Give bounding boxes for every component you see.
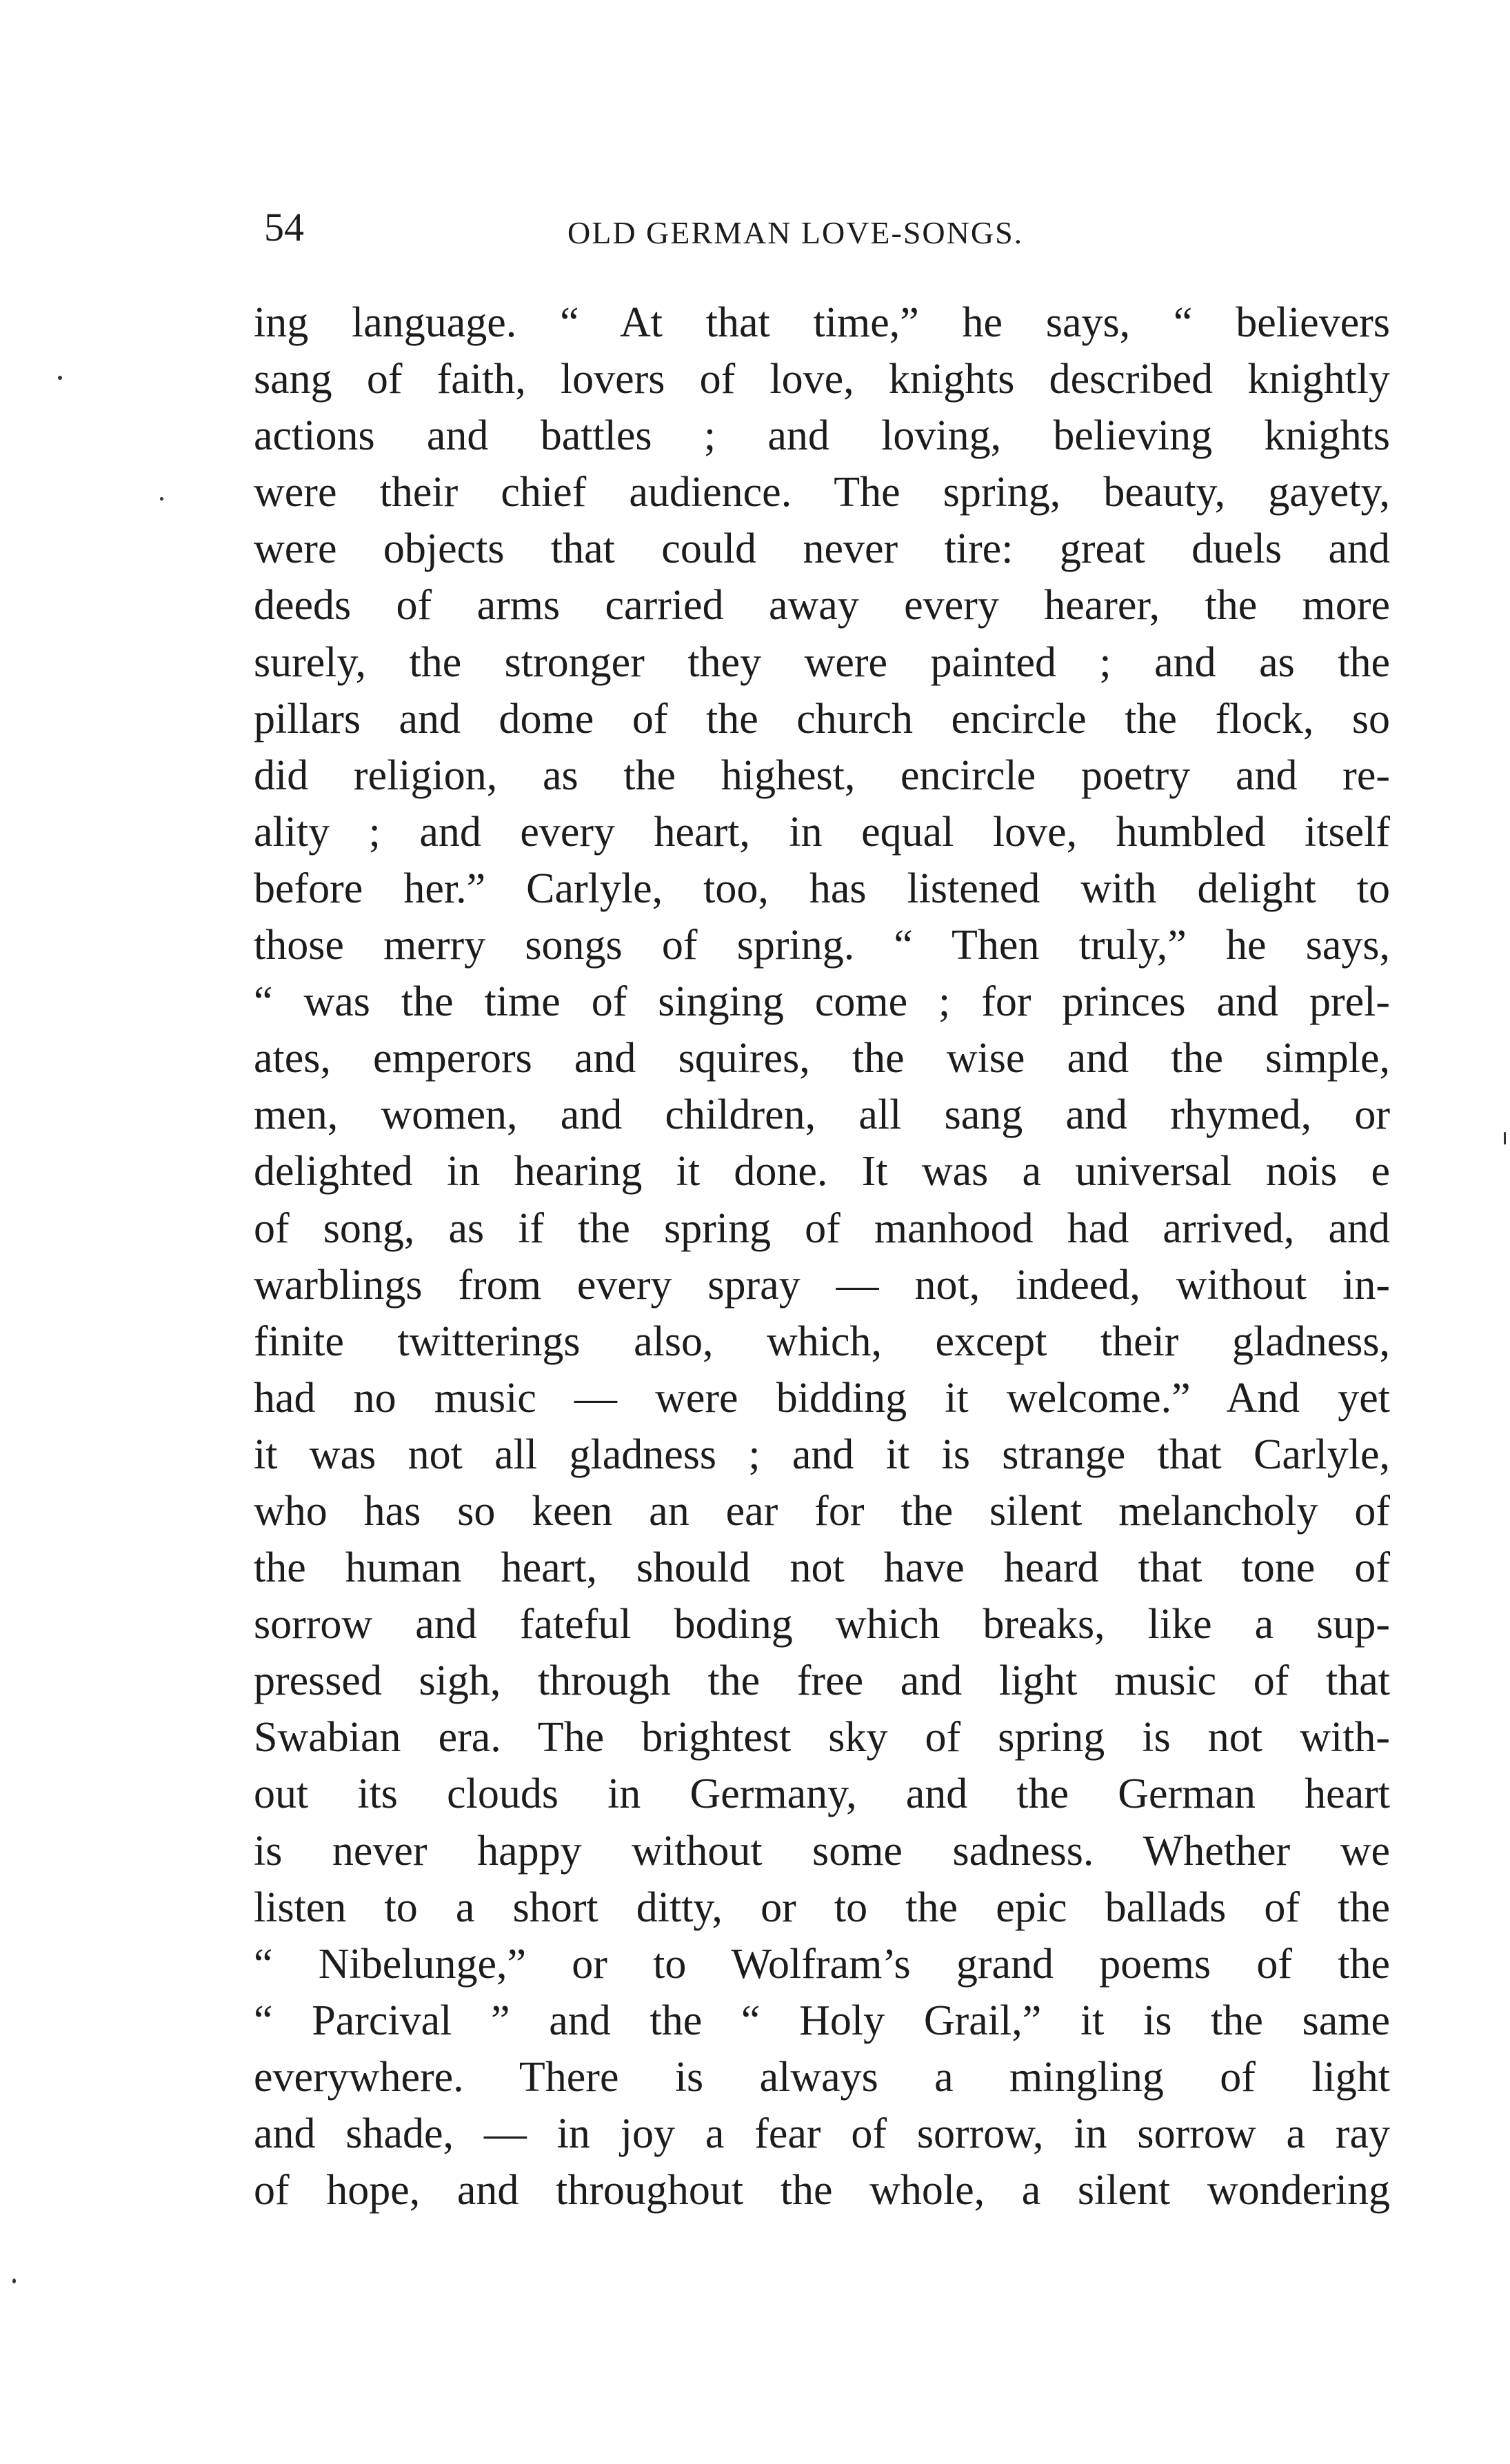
text-line: did religion, as the highest, encircle poetry and re- (254, 751, 1390, 799)
text-line: it was not all gladness ; and it is strange that Carlyle, (254, 1431, 1390, 1478)
text-line: everywhere. There is always a mingling of light (254, 2053, 1390, 2101)
running-head (264, 200, 1381, 255)
text-line: finite twitterings also, which, except their gladness, (254, 1317, 1390, 1365)
text-line: were their chief audience. The spring, beauty, gayety, (254, 469, 1390, 516)
text-line: actions and battles ; and loving, believing knights (254, 412, 1390, 460)
text-line: ality ; and every heart, in equal love, humbled itself (254, 808, 1390, 856)
margin-speck (12, 2279, 16, 2283)
text-line: pressed sigh, through the free and light music of that (254, 1657, 1390, 1705)
text-line: listen to a short ditty, or to the epic ballads of the (254, 1884, 1390, 1931)
margin-speck (58, 376, 62, 380)
text-line: “ Parcival ” and the “ Holy Grail,” it is the same (254, 1997, 1390, 2044)
text-line: sang of faith, lovers of love, knights described knightly (254, 356, 1390, 403)
text-line: Swabian era. The brightest sky of spring is not with- (254, 1714, 1390, 1761)
text-line: surely, the stronger they were painted ; and as the (254, 638, 1390, 686)
text-line: the human heart, should not have heard that tone of (254, 1544, 1390, 1592)
text-line: “ Nibelunge,” or to Wolfram’s grand poems of the (254, 1940, 1390, 1988)
body-text (254, 294, 1390, 2219)
text-line: out its clouds in Germany, and the German heart (254, 1770, 1390, 1818)
text-line: delighted in hearing it done. It was a universal nois e (254, 1148, 1390, 1195)
text-line: deeds of arms carried away every hearer, the more (254, 582, 1390, 629)
text-line: those merry songs of spring. “ Then truly,” he says, (254, 922, 1390, 969)
text-line: of song, as if the spring of manhood had arrived, and (254, 1204, 1390, 1252)
margin-speck (1504, 1132, 1506, 1144)
text-line: warblings from every spray — not, indeed, without in- (254, 1261, 1390, 1309)
text-line: men, women, and children, all sang and rhymed, or (254, 1091, 1390, 1139)
text-line: “ was the time of singing come ; for princes and prel- (254, 978, 1390, 1026)
text-line: sorrow and fateful boding which breaks, like a sup- (254, 1601, 1390, 1648)
page-number: 54 (264, 205, 304, 250)
text-line: before her.” Carlyle, too, has listened with delight to (254, 865, 1390, 912)
text-line: were objects that could never tire: great duels and (254, 525, 1390, 573)
text-line: ates, emperors and squires, the wise and the simple, (254, 1035, 1390, 1082)
text-line: of hope, and throughout the whole, a silent wondering (254, 2167, 1390, 2214)
running-title: OLD GERMAN LOVE-SONGS. (567, 215, 1024, 250)
text-line: and shade, — in joy a fear of sorrow, in sorrow a ray (254, 2110, 1390, 2157)
text-line: is never happy without some sadness. Whether we (254, 1827, 1390, 1875)
text-line: ing language. “ At that time,” he says, “ believers (254, 299, 1390, 346)
text-line: had no music — were bidding it welcome.” And yet (254, 1374, 1390, 1422)
text-line: who has so keen an ear for the silent melancholy of (254, 1487, 1390, 1535)
margin-speck (160, 497, 163, 501)
text-line: pillars and dome of the church encircle the flock, so (254, 695, 1390, 743)
